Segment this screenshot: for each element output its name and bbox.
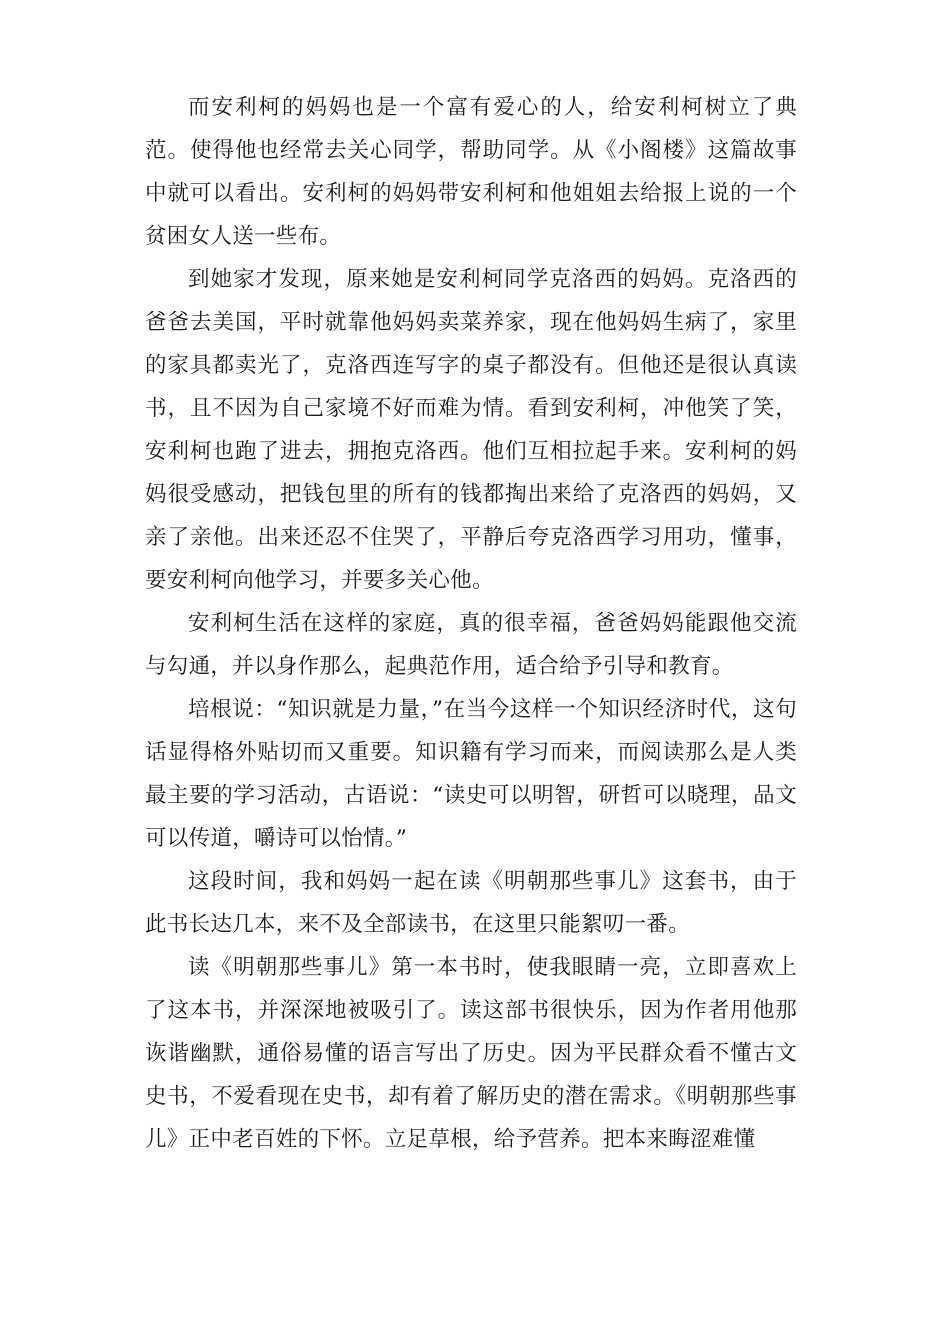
paragraph-2: 到她家才发现，原来她是安利柯同学克洛西的妈妈。克洛西的爸爸去美国，平时就靠他妈妈卖菜养家，现在他妈妈生病了，家里的家具都卖光了，克洛西连写字的桌子都没有。但他还是很认真读书，且不因为自己家境不好而难为情。看到安利柯，冲他笑了笑，安利柯也跑了进去，拥抱克洛西。他们互相拉起手来。安利柯的妈妈很受感动，把钱包里的所有的钱都掏出来给了克洛西的妈妈，又亲了亲他。出来还忍不住哭了，平静后夸克洛西学习用功，懂事，要安利柯向他学习，并要多关心他。 — [145, 267, 797, 593]
paragraph-3: 安利柯生活在这样的家庭，真的很幸福，爸爸妈妈能跟他交流与勾通，并以身作那么，起典范作用，适合给予引导和教育。 — [145, 611, 797, 679]
paragraph-5: 这段时间，我和妈妈一起在读《明朝那些事儿》这套书，由于此书长达几本，来不及全部读书，在这里只能絮叨一番。 — [145, 869, 797, 937]
document-body — [145, 86, 797, 1161]
paragraph-6: 读《明朝那些事儿》第一本书时，使我眼睛一亮，立即喜欢上了这本书，并深深地被吸引了。读这部书很快乐，因为作者用他那诙谐幽默，通俗易懂的语言写出了历史。因为平民群众看不懂古文史书，不爱看现在史书，却有着了解历史的潜在需求。《明朝那些事儿》正中老百姓的下怀。立足草根，给予营养。把本来晦涩难懂 — [145, 955, 797, 1152]
paragraph-4: 培根说：“知识就是力量，”在当今这样一个知识经济时代，这句话显得格外贴切而又重要。知识籍有学习而来，而阅读那么是人类最主要的学习活动，古语说：“读史可以明智，研哲可以晓理，品文可以传道，嚼诗可以怡情。” — [145, 697, 797, 851]
paragraph-1: 而安利柯的妈妈也是一个富有爱心的人，给安利柯树立了典范。使得他也经常去关心同学，帮助同学。从《小阁楼》这篇故事中就可以看出。安利柯的妈妈带安利柯和他姐姐去给报上说的一个贫困女人送一些布。 — [145, 95, 797, 249]
